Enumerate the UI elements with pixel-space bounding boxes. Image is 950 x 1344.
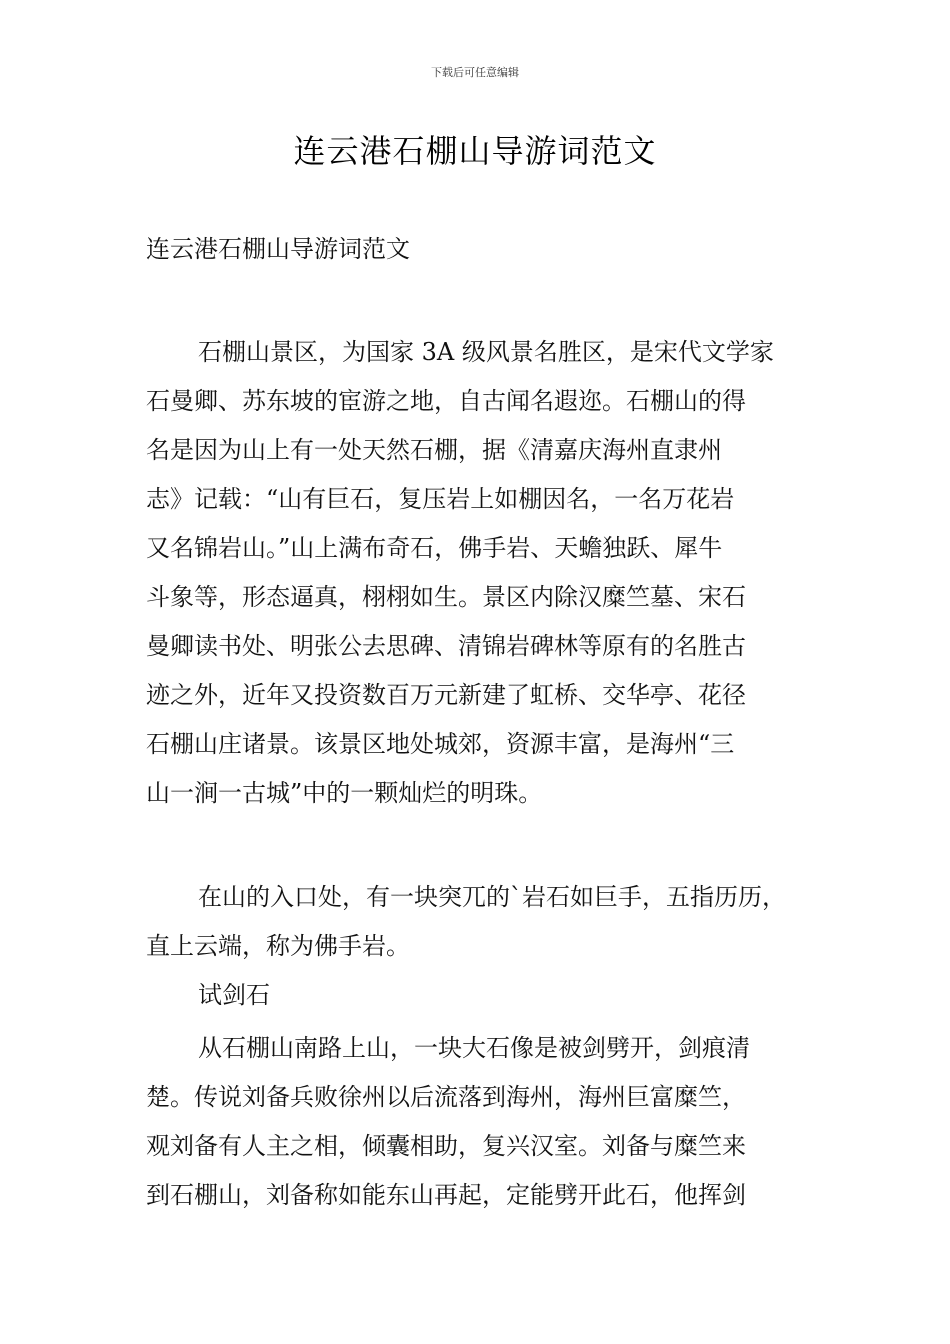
paragraph-line: 石棚山景区，为国家 3A 级风景名胜区，是宋代文学家 — [198, 338, 774, 366]
paragraph-line: 石棚山庄诸景。该景区地处城郊，资源丰富，是海州“三 — [146, 730, 735, 758]
paragraph-1 — [146, 328, 814, 818]
paragraph-line: 观刘备有人主之相，倾囊相助，复兴汉室。刘备与糜竺来 — [146, 1132, 746, 1160]
paragraph-line: 到石棚山，刘备称如能东山再起，定能劈开此石，他挥剑 — [146, 1181, 746, 1209]
paragraph-line: 斗象等，形态逼真，栩栩如生。景区内除汉糜竺墓、宋石 — [146, 583, 746, 611]
paragraph-4 — [146, 1024, 814, 1220]
section-heading — [146, 971, 814, 1020]
paragraph-line: 曼卿读书处、明张公去思碑、清锦岩碑林等原有的名胜古 — [146, 632, 746, 660]
paragraph-line: 楚。传说刘备兵败徐州以后流落到海州，海州巨富糜竺， — [146, 1083, 746, 1111]
paragraph-line: 志》记载：“山有巨石，复压岩上如棚因名，一名万花岩 — [146, 485, 735, 513]
paragraph-line: 又名锦岩山。”山上满布奇石，佛手岩、天蟾独跃、犀牛 — [146, 534, 723, 562]
paragraph-line: 直上云端，称为佛手岩。 — [146, 932, 410, 960]
paragraph-line: 山一涧一古城”中的一颗灿烂的明珠。 — [146, 779, 543, 807]
paragraph-line: 名是因为山上有一处天然石棚，据《清嘉庆海州直隶州 — [146, 436, 722, 464]
section-heading-text: 试剑石 — [198, 981, 270, 1009]
document-subtitle: 连云港石棚山导游词范文 — [146, 235, 410, 263]
paragraph-line: 石曼卿、苏东坡的宦游之地，自古闻名遐迩。石棚山的得 — [146, 387, 746, 415]
document-title: 连云港石棚山导游词范文 — [293, 132, 657, 170]
paragraph-line: 迹之外，近年又投资数百万元新建了虹桥、交华亭、花径 — [146, 681, 746, 709]
header-note: 下载后可任意编辑 — [431, 66, 519, 79]
paragraph-2 — [146, 873, 814, 971]
paragraph-line: 在山的入口处，有一块突兀的`岩石如巨手，五指历历， — [198, 883, 786, 911]
paragraph-line: 从石棚山南路上山，一块大石像是被剑劈开，剑痕清 — [198, 1034, 750, 1062]
